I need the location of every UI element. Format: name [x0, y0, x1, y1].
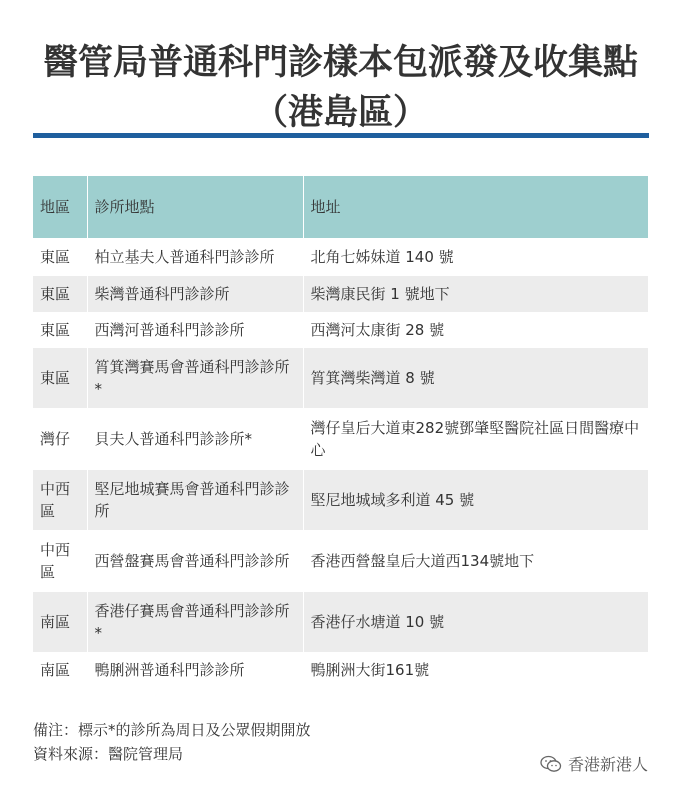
title-divider — [33, 133, 649, 138]
cell-clinic: 鴨脷洲普通科門診診所 — [87, 652, 303, 688]
cell-district: 中西區 — [33, 530, 87, 592]
cell-address: 鴨脷洲大街161號 — [310, 661, 430, 679]
cell-clinic: 香港仔賽馬會普通科門診診所* — [87, 592, 303, 652]
watermark — [540, 752, 648, 775]
cell-district: 南區 — [33, 652, 87, 688]
table-row — [33, 652, 648, 688]
cell-clinic: 貝夫人普通科門診診所* — [87, 408, 303, 470]
cell-address: 西灣河太康街 28 號 — [310, 321, 445, 339]
page-title — [0, 38, 681, 138]
table-row — [33, 408, 648, 470]
table-row — [33, 470, 648, 530]
cell-clinic: 筲箕灣賽馬會普通科門診診所* — [87, 348, 303, 408]
table-row — [33, 312, 648, 348]
cell-clinic: 西灣河普通科門診診所 — [87, 312, 303, 348]
cell-clinic: 柏立基夫人普通科門診診所 — [87, 238, 303, 276]
cell-district: 東區 — [33, 312, 87, 348]
cell-address: 香港西營盤皇后大道西134號地下 — [310, 552, 535, 570]
title-line-1: 醫管局普通科門診樣本包派發及收集點 — [42, 43, 638, 83]
clinic-table — [33, 176, 648, 688]
cell-district: 東區 — [33, 348, 87, 408]
table-row — [33, 238, 648, 276]
table-row — [33, 348, 648, 408]
table-row — [33, 530, 648, 592]
watermark-text: 香港新港人 — [568, 755, 649, 774]
cell-district: 中西區 — [33, 470, 87, 530]
cell-address: 灣仔皇后大道東282號鄧肇堅醫院社區日間醫療中心 — [310, 419, 640, 459]
cell-address: 筲箕灣柴灣道 8 號 — [310, 369, 435, 387]
cell-district: 灣仔 — [33, 408, 87, 470]
wechat-icon — [540, 755, 562, 773]
table-row — [33, 276, 648, 312]
table-row — [33, 592, 648, 652]
cell-clinic: 堅尼地城賽馬會普通科門診診所 — [87, 470, 303, 530]
cell-address: 柴灣康民街 1 號地下 — [310, 285, 450, 303]
remark-note: 備注：標示*的診所為周日及公眾假期開放 — [33, 721, 311, 739]
table-header-row — [33, 176, 648, 238]
cell-clinic: 西營盤賽馬會普通科門診診所 — [87, 530, 303, 592]
header-clinic: 診所地點 — [87, 176, 303, 238]
header-address: 地址 — [310, 198, 341, 216]
footnotes — [33, 718, 311, 766]
cell-address: 堅尼地城域多利道 45 號 — [310, 491, 475, 509]
header-district: 地區 — [33, 176, 87, 238]
cell-district: 東區 — [33, 276, 87, 312]
cell-district: 南區 — [33, 592, 87, 652]
cell-district: 東區 — [33, 238, 87, 276]
source-note: 資料來源：醫院管理局 — [33, 745, 184, 763]
cell-address: 香港仔水塘道 10 號 — [310, 613, 445, 631]
cell-clinic: 柴灣普通科門診診所 — [87, 276, 303, 312]
cell-address: 北角七姊妹道 140 號 — [310, 248, 454, 266]
title-line-2: （港島區） — [252, 93, 428, 133]
